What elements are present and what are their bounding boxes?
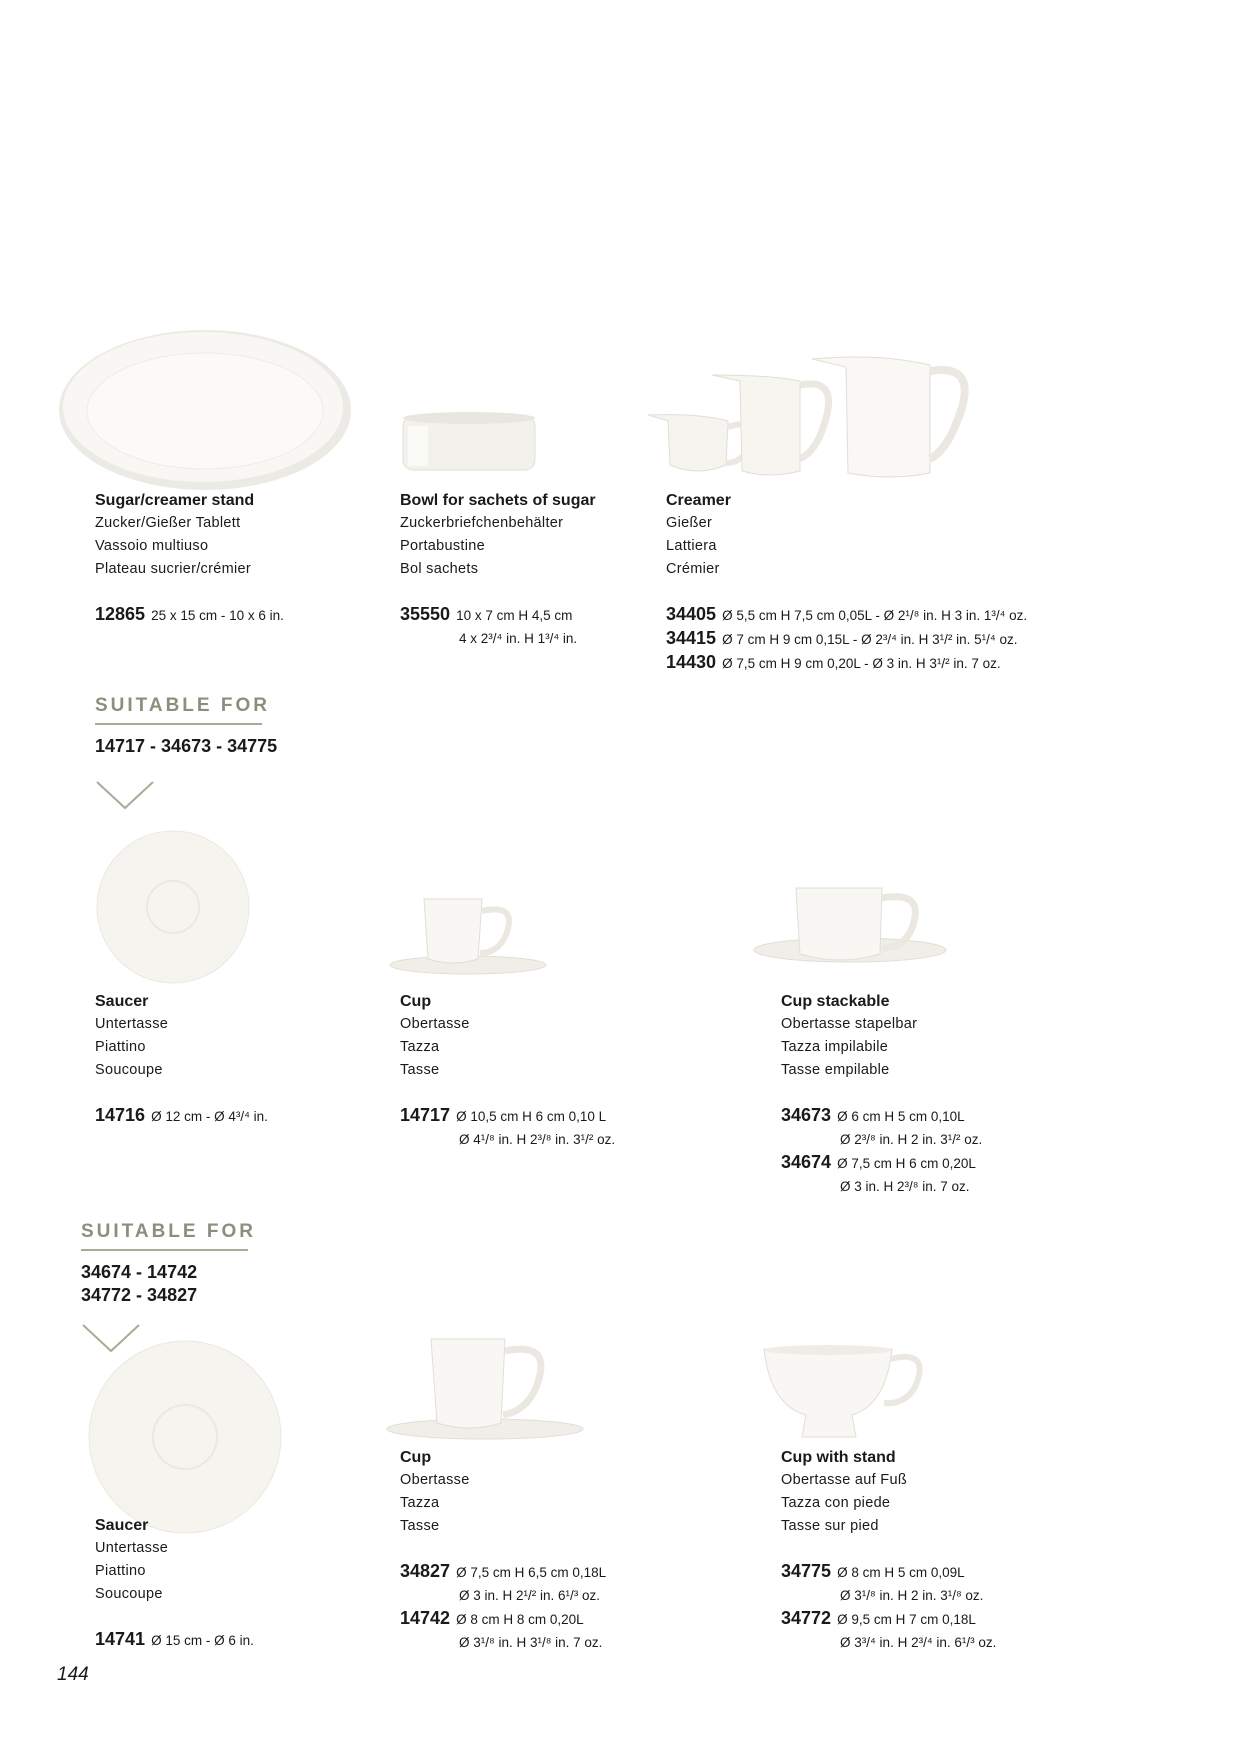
product-title: Creamer (666, 492, 731, 509)
bowl-block (400, 489, 596, 650)
product-title: Saucer (95, 993, 149, 1010)
product-name-it: Piattino (95, 1563, 146, 1579)
product-title: Saucer (95, 1517, 149, 1534)
bowl-image (400, 410, 540, 475)
saucer-block (95, 990, 268, 1128)
product-spec-row (666, 651, 1027, 675)
cup-block (400, 1446, 606, 1654)
product-name-it: Vassoio multiuso (95, 538, 209, 554)
product-code: 34673 (781, 1105, 832, 1125)
product-code: 14716 (95, 1105, 146, 1125)
product-spec-row (781, 1151, 982, 1175)
sugar-stand-image (55, 325, 355, 495)
cup-block (400, 990, 615, 1151)
product-spec-imperial: Ø 4¹/⁸ in. H 2³/⁸ in. 3¹/² oz. (459, 1132, 616, 1147)
suitable-codes: 34772 - 34827 (81, 1285, 198, 1305)
product-code: 14717 (400, 1105, 451, 1125)
sugar-stand-block (95, 489, 284, 627)
product-name-de: Gießer (666, 515, 713, 531)
product-code: 12865 (95, 604, 146, 624)
product-name-fr: Soucoupe (95, 1062, 163, 1078)
chevron-down-icon (95, 780, 155, 812)
product-spec: Ø 8 cm H 8 cm 0,20L (456, 1612, 584, 1627)
product-spec-row (95, 603, 284, 627)
product-spec-row (666, 603, 1027, 627)
product-name-de: Untertasse (95, 1016, 169, 1032)
product-code: 14742 (400, 1608, 451, 1628)
product-code: 34775 (781, 1561, 832, 1581)
product-spec-imperial: Ø 3¹/⁸ in. H 3¹/⁸ in. 7 oz. (459, 1635, 603, 1650)
product-code: 35550 (400, 604, 451, 624)
suitable-for-section (81, 1221, 256, 1307)
product-title: Sugar/creamer stand (95, 492, 255, 509)
product-spec-row (781, 1560, 996, 1584)
cup-with-stand-image (760, 1345, 920, 1445)
saucer-image (95, 827, 251, 987)
product-spec: Ø 8 cm H 5 cm 0,09L (837, 1565, 965, 1580)
product-spec-row (95, 1104, 268, 1128)
product-spec-row (400, 1104, 615, 1128)
product-name-de: Obertasse stapelbar (781, 1016, 918, 1032)
product-spec-imperial: Ø 3 in. H 2¹/² in. 6¹/³ oz. (459, 1588, 601, 1603)
product-name-it: Tazza (400, 1039, 440, 1055)
product-code: 34405 (666, 604, 717, 624)
product-name-fr: Tasse (400, 1518, 440, 1534)
cup-stackable-block (781, 990, 982, 1198)
suitable-codes: 14717 - 34673 - 34775 (95, 736, 278, 756)
cup-image (388, 893, 548, 983)
divider (81, 1249, 248, 1251)
product-spec-row (666, 627, 1027, 651)
product-title: Bowl for sachets of sugar (400, 492, 596, 509)
product-spec-row (95, 1628, 254, 1652)
product-spec-imperial: Ø 2³/⁸ in. H 2 in. 3¹/² oz. (840, 1132, 983, 1147)
product-spec: Ø 7,5 cm H 9 cm 0,20L - Ø 3 in. H 3¹/² in. 7 oz. (722, 656, 1001, 671)
saucer-image (87, 1339, 283, 1535)
product-code: 34674 (781, 1152, 832, 1172)
product-spec-imperial: 4 x 2³/⁴ in. H 1³/⁴ in. (459, 631, 578, 646)
product-name-it: Tazza (400, 1495, 440, 1511)
product-code: 14741 (95, 1629, 146, 1649)
product-name-it: Portabustine (400, 538, 486, 554)
product-spec: Ø 10,5 cm H 6 cm 0,10 L (456, 1109, 607, 1124)
product-spec-row (400, 1560, 606, 1584)
product-spec: Ø 7 cm H 9 cm 0,15L - Ø 2³/⁴ in. H 3¹/² in. 5¹/⁴ oz. (722, 632, 1018, 647)
cup-image (385, 1335, 585, 1447)
product-title: Cup (400, 993, 432, 1010)
product-name-it: Lattiera (666, 538, 717, 554)
product-name-it: Tazza con piede (781, 1495, 891, 1511)
product-name-fr: Tasse empilable (781, 1062, 890, 1078)
product-name-de: Zuckerbriefchenbehälter (400, 515, 564, 531)
product-name-it: Piattino (95, 1039, 146, 1055)
product-spec: Ø 6 cm H 5 cm 0,10L (837, 1109, 965, 1124)
suitable-for-label: SUITABLE FOR (95, 695, 270, 716)
suitable-codes: 34674 - 14742 (81, 1262, 198, 1282)
product-code: 34772 (781, 1608, 832, 1628)
product-name-de: Obertasse auf Fuß (781, 1472, 907, 1488)
product-spec: Ø 7,5 cm H 6 cm 0,20L (837, 1156, 976, 1171)
product-spec-row (400, 603, 596, 627)
product-name-fr: Plateau sucrier/crémier (95, 561, 251, 577)
product-name-fr: Crémier (666, 561, 720, 577)
suitable-for-section (95, 695, 277, 758)
product-spec-row (400, 1607, 606, 1631)
product-code: 34415 (666, 628, 717, 648)
product-name-fr: Tasse (400, 1062, 440, 1078)
product-spec: Ø 5,5 cm H 7,5 cm 0,05L - Ø 2¹/⁸ in. H 3 in. 1³/⁴ oz. (722, 608, 1028, 623)
product-title: Cup with stand (781, 1449, 896, 1466)
product-spec: Ø 12 cm - Ø 4³/⁴ in. (151, 1109, 268, 1124)
product-spec: 25 x 15 cm - 10 x 6 in. (151, 608, 284, 623)
suitable-for-label: SUITABLE FOR (81, 1221, 256, 1242)
product-spec-imperial: Ø 3 in. H 2³/⁸ in. 7 oz. (840, 1179, 970, 1194)
product-name-fr: Bol sachets (400, 561, 479, 577)
product-spec: Ø 7,5 cm H 6,5 cm 0,18L (456, 1565, 607, 1580)
product-spec-imperial: Ø 3¹/⁸ in. H 2 in. 3¹/⁸ oz. (840, 1588, 984, 1603)
product-name-de: Zucker/Gießer Tablett (95, 515, 241, 531)
creamer-image (640, 355, 980, 485)
product-code: 34827 (400, 1561, 451, 1581)
product-spec: Ø 9,5 cm H 7 cm 0,18L (837, 1612, 976, 1627)
product-spec-imperial: Ø 3³/⁴ in. H 2³/⁴ in. 6¹/³ oz. (840, 1635, 997, 1650)
product-title: Cup (400, 1449, 432, 1466)
product-name-fr: Soucoupe (95, 1586, 163, 1602)
product-spec: Ø 15 cm - Ø 6 in. (151, 1633, 254, 1648)
product-code: 14430 (666, 652, 717, 672)
product-name-de: Untertasse (95, 1540, 169, 1556)
product-spec-row (781, 1607, 996, 1631)
cup-with-stand-block (781, 1446, 996, 1654)
cup-stackable-image (752, 884, 948, 984)
saucer-block (95, 1514, 254, 1652)
product-spec: 10 x 7 cm H 4,5 cm (456, 608, 573, 623)
product-name-fr: Tasse sur pied (781, 1518, 879, 1534)
product-title: Cup stackable (781, 993, 890, 1010)
page-number: 144 (57, 1664, 89, 1685)
product-spec-row (781, 1104, 982, 1128)
product-name-it: Tazza impilabile (781, 1039, 889, 1055)
divider (95, 723, 262, 725)
creamer-block (666, 489, 1027, 675)
product-name-de: Obertasse (400, 1472, 470, 1488)
product-name-de: Obertasse (400, 1016, 470, 1032)
